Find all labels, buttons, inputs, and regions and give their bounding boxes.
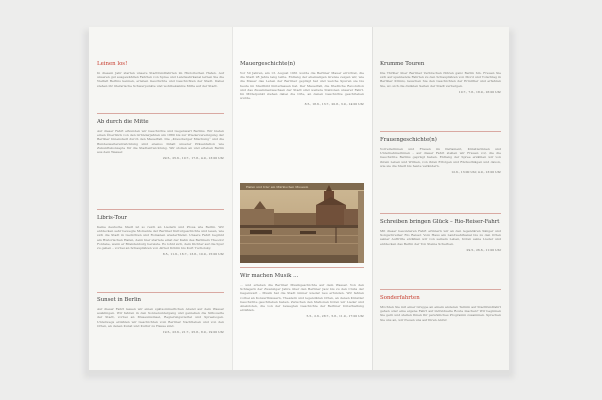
- brochure-panel-middle: [232, 27, 372, 370]
- section-dates: 29.5., 26.6., 11:00 Uhr: [466, 247, 501, 252]
- brochure-panel-left: [89, 27, 232, 370]
- section-dates: 5.5., 2.6., 28.7., 5.8., 11.9., 17:00 Uhr: [306, 314, 364, 319]
- brochure-panel-right: [372, 27, 509, 370]
- section-text: Mit dieser besonderen Fahrt erinnern wir an den legendären Sänger und Songschreiber Rio Reiser. Vom Haus am Landwehrkanal bis zu den Orten seiner Auftritte erzählen wir von seinem Leben, hören seine Lieder und entdecken das Berlin der Ton Steine Scherben.: [380, 229, 501, 246]
- section-title: Sonderfahrten: [380, 295, 420, 301]
- section-divider: [97, 292, 224, 293]
- historic-postcard-image: [240, 183, 364, 263]
- postcard-caption: Hafen und Ufer am Märkischen Museum: [246, 185, 309, 189]
- section-divider: [380, 289, 501, 290]
- section-ab-durch-die-mitte: [97, 119, 224, 160]
- section-leinen-los: [97, 61, 224, 88]
- section-divider: [380, 213, 501, 214]
- section-rio-reiser: [380, 219, 501, 252]
- section-krumme-touren: [380, 61, 501, 94]
- section-text: Auf dieser Fahrt lassen wir einen spätsommerlichen Abend auf dem Wasser ausklingen. Wir fahren in den Sonnenuntergang und genießen die Silhouette der Stadt, vorbei an Museumsinsel, Regierungsviertel und Spreebogen. Unterwegs erzählen wir Geschichten vom Berliner Nachtleben und von den Orten, an denen Kunst und Kultur zu Hause sind.: [97, 307, 224, 328]
- section-dates: 19.5., 23.6., 21.7., 25.8., 8.9., 19:00 Uhr: [162, 330, 224, 335]
- section-text: ... und erleben die Berliner Musikgeschichte auf dem Wasser. Von den Schlagern der Zwanziger Jahre über den Berliner Jazz bis zu den Clubs der Gegenwart – Musik hat die Stadt immer wieder neu erfunden. Wir fahren vorbei an Konzerthäusern, Theatern und legendären Orten, an denen Künstler Geschichte geschrieben haben. Zwischen den Stationen hören wir Lieder und Anekdoten, die von der bewegten Geschichte der Berliner Unterhaltung erzählen.: [240, 283, 364, 313]
- section-text: Möchten Sie mit einer Gruppe an einem anderen Termin auf Stadtrundfahrt gehen oder eine eigene Fahrt auf individuelle Route machen? Wir beginnen Sie gern und stellen Ihnen Ihr persönliches Programm zusammen. Sprechen Sie uns an, wir freuen uns auf Ihren Anruf.: [380, 305, 501, 322]
- section-title: Ab durch die Mitte: [97, 119, 149, 125]
- section-text: Vor 50 Jahren, am 13. August 1961 wurde die Berliner Mauer errichtet, die die Stadt 28 Jahre lang teilte. Entlang der ehemaligen Grenze zeigen wir, wie die Mauer das Leben der Berliner geprägt hat und welche Spuren sie bis heute im Stadtbild hinterlassen hat. Der Mauerfall, die friedliche Revolution und das Zusammenwachsen der Stadt sind weitere Stationen unserer Fahrt. Im Mittelpunkt stehen dabei die Orte, an denen Geschichte geschrieben wurde.: [240, 71, 364, 101]
- section-text: In diesem Jahr starten unsere Stadtrundfahrten im Historischen Hafen. Auf unseren gut ausgewählten Fahrten von Spree und Landwehrkanal lernen Sie die Vielfalt Berlins kennen, erleben Geschichte und Geschichten der Stadt. Dabei stehen ihr literarische Schwerpunkte und wohlbekannte Mitte auf der Stadt.: [97, 71, 224, 88]
- section-sunset-in-berlin: [97, 297, 224, 334]
- postcard-illustration: [240, 183, 364, 263]
- fold-line: [372, 27, 373, 370]
- section-divider: [97, 113, 224, 114]
- section-text: Die Thriller über Berliner Verbrechen führen ganz Berlin hin. Freuen Sie sich auf spannende Fahrten zu den Schauplätzen von Mord und Totschlag in Berliner Krimis, lauschen Sie den Geschichten der Ermittler und erfahren Sie, wo sich die dunklen Seiten der Stadt verbergen.: [380, 71, 501, 88]
- section-dates: 12.6., 13:00 Uhr, 4.9., 13:00 Uhr: [451, 170, 501, 175]
- section-title: Schreiben bringen Glück – Rio-Reiser-Fahrt: [380, 219, 500, 225]
- section-divider: [97, 209, 224, 210]
- section-title: Mauergeschichte(n): [240, 61, 296, 67]
- section-mauergeschichten: [240, 61, 364, 106]
- section-text: Vorreiterinnen und Frauen im Parlament, Künstlerinnen und Unternehmerinnen – auf dieser Fahrt stellen wir Frauen vor, die die Geschichte Berlins geprägt haben. Entlang der Spree erzählen wir von ihrem Leben und Wirken, von ihren Erfolgen und Rückschlägen und davon, wie sie die Stadt bis heute verändern.: [380, 147, 501, 168]
- section-title: Sunset in Berlin: [97, 297, 142, 303]
- fold-line: [232, 27, 233, 370]
- section-text: Keine deutsche Stadt ist so reich an Liedern und Prosa wie Berlin. Wir entdecken sehr bewegte Momente der Berliner Kulturgeschichte und lesen, wie sich die Stadt in Gedichten und Romanen wiederfindet. Unsere Fahrt beginnt am Historischen Hafen, denn hier startete einst der Kahn des Berliners Theodor Fontane, wenn er Brandenburg bereiste. Es lohnt sich, dem Dichter auf die Spur zu gehen – vorbei an Schauplätzen von Alfred Döblin bis Kurt Tucholsky.: [97, 225, 224, 251]
- section-divider: [380, 131, 501, 132]
- section-title: Libris-Tour: [97, 215, 127, 221]
- section-dates: 8.5., 11.6., 16.7., 13.8., 10.9., 15:00 Uhr: [162, 252, 224, 257]
- section-title: Krumme Touren: [380, 61, 425, 67]
- section-dates: 29.5., 25.6., 10.7., 17.8., 4.9., 13:00 Uhr: [162, 156, 224, 161]
- section-text: Auf dieser Fahrt erkunden wir Geschichte und Gegenwart Berlins. Wir bieten einen Überblick von den Gründerjahren um 1880 bis zur Wiedervereinigung der Berliner Innenstadt durch den Mauerfall. Die „Kreuzberger Mischung“ und die Bundesweiterentwicklung sind ebenso Inhalt unserer Präsentation wie Zukunftskonzepte für die Stadtentwicklung. Wir stoßen an und erleben Berlin aus dem Wasser.: [97, 129, 224, 155]
- section-title: Frauengeschichte(n): [380, 137, 437, 143]
- section-divider: [240, 267, 364, 268]
- section-sonderfahrten: [380, 295, 501, 322]
- section-dates: 8.5., 18.6., 13.7., 20.8., 3.9., 14:00 Uhr: [304, 102, 364, 107]
- section-frauengeschichten: [380, 137, 501, 174]
- section-title: Leinen los!: [97, 61, 128, 67]
- section-title: Wir machen Musik ...: [240, 273, 299, 279]
- section-wir-machen-musik: [240, 273, 364, 318]
- section-libris-tour: [97, 215, 224, 256]
- section-dates: 10.7., 7.8., 18.9., 16:00 Uhr: [458, 89, 501, 94]
